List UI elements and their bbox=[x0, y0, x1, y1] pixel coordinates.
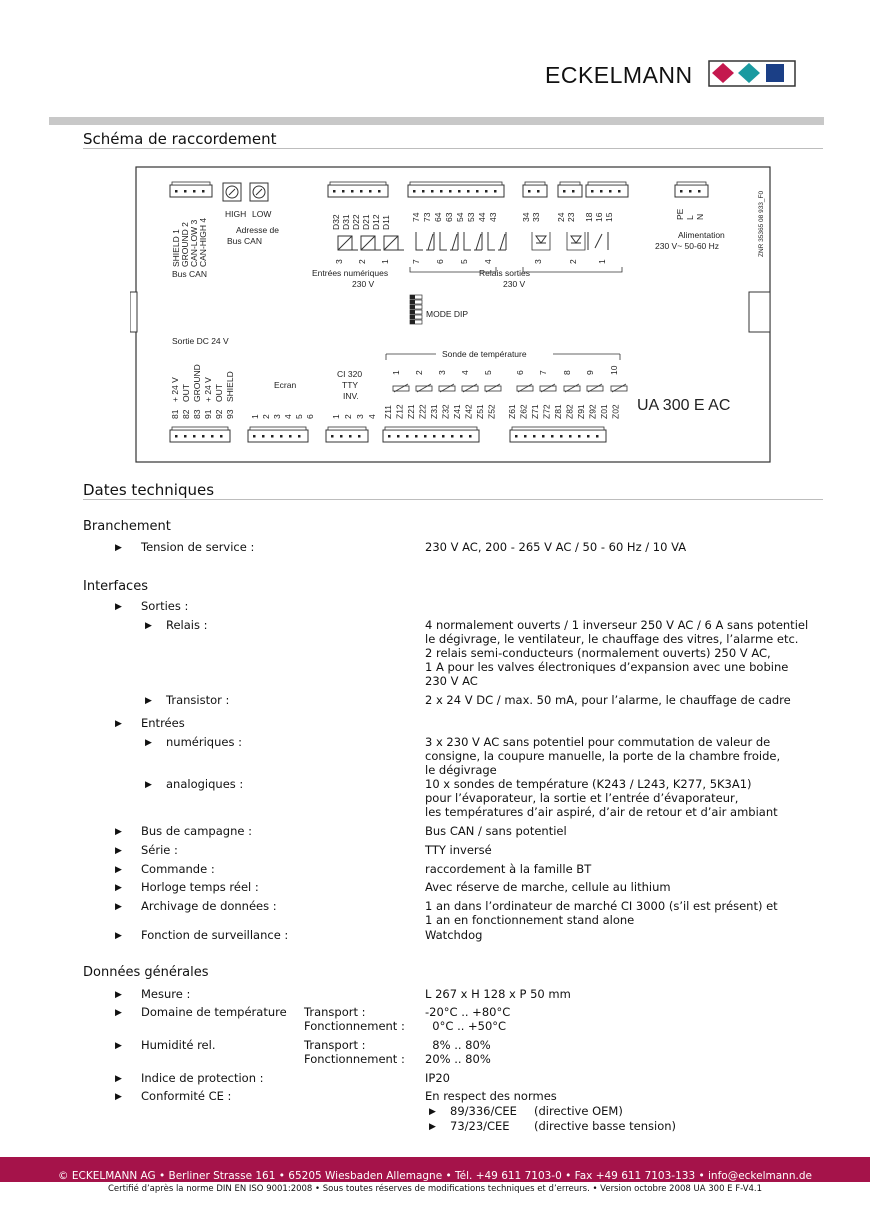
connector-sensors-a-pin bbox=[469, 435, 472, 438]
connector-bus-can-pin bbox=[175, 190, 178, 193]
ssr-terminal-label: 15 bbox=[604, 212, 614, 222]
relay-terminal-label: 53 bbox=[466, 212, 476, 222]
connector-sensors-b-pin bbox=[524, 435, 527, 438]
surveillance-label: Fonction de surveillance : bbox=[141, 928, 289, 942]
connector-digital-inputs-pin bbox=[360, 190, 363, 193]
znr-label: ZNR 35365 08 933_F0 bbox=[758, 190, 765, 257]
ssr-number: 1 bbox=[597, 259, 607, 264]
connector-relays-pin bbox=[476, 190, 479, 193]
ecran-terminal-number: 6 bbox=[305, 414, 315, 419]
connector-sensors-b-pin bbox=[578, 435, 581, 438]
digital-input-number: 3 bbox=[334, 259, 344, 264]
sensor-resistor-icon bbox=[517, 386, 533, 391]
connector-ci-pin bbox=[331, 435, 334, 438]
mesure-value: L 267 x H 128 x P 50 mm bbox=[425, 987, 571, 1001]
bus-can-terminal-label: CAN-HIGH 4 bbox=[198, 217, 208, 267]
connector-sensors-b-pin bbox=[551, 435, 554, 438]
temp-sub-transport: Transport : bbox=[304, 1005, 366, 1019]
relay-number: 6 bbox=[435, 259, 445, 264]
relay-number: 7 bbox=[411, 259, 421, 264]
sensor-number: 7 bbox=[538, 370, 548, 375]
bus-can-terminal-label: GROUND 2 bbox=[180, 222, 190, 267]
bus-can-label: Bus CAN bbox=[172, 269, 207, 279]
archivage-label: Archivage de données : bbox=[141, 899, 277, 913]
temp-val-transport: -20°C .. +80°C bbox=[425, 1005, 511, 1019]
bullet-icon: ▶ bbox=[115, 1074, 122, 1084]
connector-relay1-pin bbox=[591, 190, 594, 193]
bullet-icon: ▶ bbox=[145, 621, 152, 631]
humidite-label: Humidité rel. bbox=[141, 1038, 216, 1052]
connector-sensors-a-pin bbox=[397, 435, 400, 438]
connector-ecran-pin bbox=[271, 435, 274, 438]
bullet-icon: ▶ bbox=[115, 602, 122, 612]
connector-sensors-a-pin bbox=[406, 435, 409, 438]
power-terminal-label: L bbox=[685, 215, 695, 220]
connector-relays-lip bbox=[410, 182, 502, 185]
sensor-terminal-label: Z21 bbox=[406, 404, 416, 419]
ssr-wire bbox=[567, 232, 585, 250]
connector-bus-can-pin bbox=[184, 190, 187, 193]
sensor-resistor-icon bbox=[564, 386, 580, 391]
numeriques-label: numériques : bbox=[166, 735, 242, 749]
commande-label: Commande : bbox=[141, 862, 215, 876]
connector-ci-pin bbox=[358, 435, 361, 438]
hum-sub-transport: Transport : bbox=[304, 1038, 366, 1052]
sensor-terminal-label: Z32 bbox=[440, 404, 451, 419]
bus-can-terminal-label: SHIELD 1 bbox=[171, 229, 181, 267]
connector-relays-pin bbox=[458, 190, 461, 193]
sensor-resistor-icon bbox=[462, 386, 478, 391]
connector-sensors-a-pin bbox=[424, 435, 427, 438]
power-terminal-label: N bbox=[695, 213, 705, 220]
bus-campagne-value: Bus CAN / sans potentiel bbox=[425, 824, 567, 838]
connector-dc-out-pin bbox=[193, 435, 196, 438]
eckelmann-logo-icon bbox=[708, 60, 796, 87]
bullet-icon: ▶ bbox=[115, 990, 122, 1000]
relay-number: 4 bbox=[483, 259, 493, 264]
bullet-icon: ▶ bbox=[145, 738, 152, 748]
numeriques-value: 3 x 230 V AC sans potentiel pour commutation de valeur de consigne, la coupure manuelle, la porte de la chambre froide, le dégivrage bbox=[425, 735, 781, 777]
connector-ecran-pin bbox=[253, 435, 256, 438]
connector-relays-pin bbox=[485, 190, 488, 193]
connector-relay1-lip bbox=[588, 182, 626, 185]
connector-sensors-b-pin bbox=[587, 435, 590, 438]
high-label: HIGH bbox=[225, 209, 247, 219]
bullet-icon: ▶ bbox=[429, 1122, 436, 1132]
dip-switch-lever bbox=[410, 315, 415, 319]
relay-contact-icon bbox=[464, 232, 482, 250]
connector-power-pin bbox=[689, 190, 692, 193]
bullet-icon: ▶ bbox=[115, 1008, 122, 1018]
connector-ci-lip bbox=[328, 427, 366, 430]
dc-terminal-label: OUT bbox=[214, 384, 224, 402]
connector-ecran-pin bbox=[280, 435, 283, 438]
ecran-terminal-number: 2 bbox=[261, 414, 271, 419]
ssr-number: 3 bbox=[533, 259, 543, 264]
connector-bus-can-pin bbox=[202, 190, 205, 193]
connector-sensors-a-pin bbox=[442, 435, 445, 438]
sensor-number: 5 bbox=[483, 370, 493, 375]
dip-switch-lever bbox=[410, 305, 415, 309]
footer-contact: © ECKELMANN AG • Berliner Strasse 161 • 65205 Wiesbaden Allemagne • Tél. +49 611 7103-0 • Fax +49 611 7103-133 • info@eckelmann.de bbox=[58, 1170, 812, 1182]
sensor-number: 9 bbox=[585, 370, 595, 375]
dc-terminal-number: 83 bbox=[192, 409, 202, 419]
connection-diagram bbox=[130, 162, 780, 468]
surveillance-value: Watchdog bbox=[425, 928, 483, 942]
ce-norm-code: 89/336/CEE bbox=[450, 1104, 517, 1118]
connector-digital-inputs-pin bbox=[333, 190, 336, 193]
connector-sensors-b-lip bbox=[512, 427, 604, 430]
relais-value: 4 normalement ouverts / 1 inverseur 250 V AC / 6 A sans potentiel le dégivrage, le ventilateur, le chauffage des vitres, l’alarme etc. 2 relais semi-conducteurs (normalement ouverts) 250 V AC, 1 A pour les valves électroniques d’expansion avec une bobine 230 V AC bbox=[425, 618, 809, 688]
sensor-terminal-label: Z92 bbox=[587, 404, 598, 419]
adresse-label: Bus CAN bbox=[227, 236, 262, 246]
ce-norm-code: 73/23/CEE bbox=[450, 1119, 510, 1133]
digital-terminal-label: D32 bbox=[331, 214, 341, 230]
ssr-triac-icon bbox=[536, 236, 546, 243]
ci-terminal-number: 3 bbox=[355, 414, 365, 419]
entrees-label: Entrées bbox=[141, 716, 185, 730]
relay-terminal-label: 73 bbox=[422, 212, 432, 222]
connector-dc-out-pin bbox=[220, 435, 223, 438]
sensor-number: 2 bbox=[414, 370, 424, 375]
mode-dip-label: MODE DIP bbox=[426, 309, 469, 319]
connector-relays-pin bbox=[494, 190, 497, 193]
connector-power-pin bbox=[680, 190, 683, 193]
connector-relays-pin bbox=[431, 190, 434, 193]
ecran-terminal-number: 3 bbox=[272, 414, 282, 419]
dc-terminal-label: SHIELD bbox=[225, 371, 235, 402]
sensor-resistor-icon bbox=[485, 386, 501, 391]
relay-changeover-icon bbox=[588, 232, 608, 250]
connector-sensors-b-pin bbox=[542, 435, 545, 438]
bullet-icon: ▶ bbox=[145, 780, 152, 790]
ce-value: En respect des normes bbox=[425, 1089, 557, 1103]
ssr-number: 2 bbox=[568, 259, 578, 264]
serie-value: TTY inversé bbox=[425, 843, 492, 857]
sensor-resistor-icon bbox=[439, 386, 455, 391]
dc-terminal-number: 91 bbox=[203, 409, 213, 419]
sorties-label: Sorties : bbox=[141, 599, 189, 613]
ci-label: INV. bbox=[343, 391, 359, 401]
bullet-icon: ▶ bbox=[115, 1092, 122, 1102]
sensor-resistor-icon bbox=[416, 386, 432, 391]
ecran-terminal-number: 4 bbox=[283, 414, 293, 419]
bullet-icon: ▶ bbox=[115, 883, 122, 893]
ecran-terminal-number: 1 bbox=[250, 414, 260, 419]
digital-terminal-label: D31 bbox=[341, 214, 351, 230]
relay-number: 5 bbox=[459, 259, 469, 264]
bus-can-terminal-label: CAN-LOW 3 bbox=[189, 219, 199, 267]
sensor-number: 8 bbox=[562, 370, 572, 375]
logo-text: ECKELMANN bbox=[545, 62, 693, 88]
connector-ssr3-pin bbox=[528, 190, 531, 193]
connector-dc-out-lip bbox=[172, 427, 228, 430]
relay-terminal-label: 43 bbox=[488, 212, 498, 222]
connector-relays-pin bbox=[449, 190, 452, 193]
relay-terminal-label: 44 bbox=[477, 212, 487, 222]
alimentation-label: Alimentation bbox=[678, 230, 725, 240]
temp-val-fonctionnement: 0°C .. +50°C bbox=[425, 1019, 507, 1033]
dc-terminal-number: 92 bbox=[214, 409, 224, 419]
section-title-schema: Schéma de raccordement bbox=[83, 130, 277, 148]
dc-terminal-label: + 24 V bbox=[203, 377, 213, 402]
connector-ssr3 bbox=[523, 185, 547, 197]
dc-terminal-label: + 24 V bbox=[170, 377, 180, 402]
bullet-icon: ▶ bbox=[115, 931, 122, 941]
dip-switch-lever bbox=[410, 310, 415, 314]
connector-bus-can-lip bbox=[172, 182, 210, 185]
sensor-terminal-label: Z71 bbox=[530, 404, 540, 419]
digital-input-number: 1 bbox=[380, 259, 390, 264]
connector-digital-inputs-pin bbox=[369, 190, 372, 193]
connector-sensors-a-lip bbox=[385, 427, 477, 430]
tension-label: Tension de service : bbox=[141, 540, 255, 554]
sensor-number: 6 bbox=[515, 370, 525, 375]
connector-dc-out-pin bbox=[202, 435, 205, 438]
model-label: UA 300 E AC bbox=[637, 397, 731, 414]
relais-label: 230 V bbox=[503, 279, 526, 289]
temp-label: Domaine de température bbox=[141, 1005, 287, 1019]
dip-switch-lever bbox=[410, 300, 415, 304]
transistor-value: 2 x 24 V DC / max. 50 mA, pour l’alarme, le chauffage de cadre bbox=[425, 693, 791, 707]
relais-label: Relais sorties bbox=[479, 268, 531, 278]
ssr-triac-icon bbox=[571, 236, 581, 243]
power-terminal-label: PE bbox=[675, 208, 685, 220]
connector-relays-pin bbox=[422, 190, 425, 193]
sensor-number: 3 bbox=[437, 370, 447, 375]
bus-campagne-label: Bus de campagne : bbox=[141, 824, 252, 838]
connector-dc-out-pin bbox=[184, 435, 187, 438]
digital-terminal-label: D21 bbox=[361, 214, 371, 230]
ssr-terminal-label: 24 bbox=[556, 212, 566, 222]
connector-ecran-pin bbox=[262, 435, 265, 438]
sensor-terminal-label: Z91 bbox=[576, 404, 586, 419]
dc-terminal-number: 93 bbox=[225, 409, 235, 419]
connector-ssr2-lip bbox=[560, 182, 580, 185]
entrees-label: Entrées numériques bbox=[312, 268, 389, 278]
temp-sub-fonctionnement: Fonctionnement : bbox=[304, 1019, 405, 1033]
connector-digital-inputs-pin bbox=[342, 190, 345, 193]
connector-relays-pin bbox=[413, 190, 416, 193]
sensor-resistor-icon bbox=[611, 386, 627, 391]
connector-sensors-b-pin bbox=[515, 435, 518, 438]
tension-value: 230 V AC, 200 - 265 V AC / 50 - 60 Hz / 10 VA bbox=[425, 540, 687, 554]
ci-terminal-number: 4 bbox=[367, 414, 377, 419]
ip-label: Indice de protection : bbox=[141, 1071, 264, 1085]
mesure-label: Mesure : bbox=[141, 987, 191, 1001]
ssr-terminal-label: 23 bbox=[566, 212, 576, 222]
connector-ssr3-lip bbox=[525, 182, 545, 185]
connector-relays-pin bbox=[467, 190, 470, 193]
sensor-terminal-label: Z52 bbox=[486, 404, 497, 419]
connector-sensors-b-pin bbox=[560, 435, 563, 438]
ip-value: IP20 bbox=[425, 1071, 450, 1085]
sensor-terminal-label: Z61 bbox=[507, 404, 517, 419]
connector-power-pin bbox=[698, 190, 701, 193]
hum-val-transport: 8% .. 80% bbox=[425, 1038, 491, 1052]
ssr-terminal-label: 33 bbox=[531, 212, 541, 222]
dc-terminal-label: OUT bbox=[181, 384, 191, 402]
ssr-terminal-label: 18 bbox=[584, 212, 594, 222]
connector-relay1-pin bbox=[618, 190, 621, 193]
sensor-number: 1 bbox=[391, 370, 401, 375]
connector-ecran-pin bbox=[298, 435, 301, 438]
connector-digital-inputs-pin bbox=[351, 190, 354, 193]
dip-switch-lever bbox=[410, 320, 415, 324]
ssr-wire bbox=[532, 232, 550, 250]
horloge-label: Horloge temps réel : bbox=[141, 880, 259, 894]
connector-sensors-b-pin bbox=[596, 435, 599, 438]
connector-relay1-pin bbox=[600, 190, 603, 193]
ssr-terminal-label: 16 bbox=[594, 212, 604, 222]
connector-sensors-a-pin bbox=[433, 435, 436, 438]
bullet-icon: ▶ bbox=[115, 543, 122, 553]
section-rule bbox=[83, 499, 823, 500]
sensor-terminal-label: Z01 bbox=[599, 404, 609, 419]
top-bar bbox=[49, 117, 824, 125]
sensor-terminal-label: Z51 bbox=[475, 404, 485, 419]
ce-norm-desc: (directive OEM) bbox=[534, 1104, 623, 1118]
dc-terminal-number: 82 bbox=[181, 409, 191, 419]
section-title-dates: Dates techniques bbox=[83, 481, 215, 499]
transistor-label: Transistor : bbox=[166, 693, 230, 707]
analogiques-label: analogiques : bbox=[166, 777, 244, 791]
analogiques-value: 10 x sondes de température (K243 / L243, K277, 5K3A1) pour l’évaporateur, la sortie et l’entrée d’évaporateur, les températures d’air aspiré, d’air de retour et d’air ambiant bbox=[425, 777, 778, 819]
entrees-label: 230 V bbox=[352, 279, 375, 289]
sensor-terminal-label: Z81 bbox=[553, 404, 563, 419]
sensor-terminal-label: Z82 bbox=[564, 404, 575, 419]
bullet-icon: ▶ bbox=[115, 846, 122, 856]
connector-sensors-b-pin bbox=[569, 435, 572, 438]
sensor-number: 10 bbox=[609, 365, 619, 375]
section-rule bbox=[83, 148, 823, 149]
sensor-terminal-label: Z22 bbox=[417, 404, 428, 419]
connector-sensors-a-pin bbox=[415, 435, 418, 438]
sensor-terminal-label: Z12 bbox=[394, 404, 405, 419]
digital-terminal-label: D12 bbox=[371, 214, 381, 230]
connector-relays-pin bbox=[440, 190, 443, 193]
digital-terminal-label: D22 bbox=[351, 214, 361, 230]
ssr-terminal-label: 34 bbox=[521, 212, 531, 222]
archivage-value: 1 an dans l’ordinateur de marché CI 3000 (s’il est présent) et 1 an en fonctionnement stand alone bbox=[425, 899, 778, 927]
hum-val-fonctionnement: 20% .. 80% bbox=[425, 1052, 491, 1066]
ci-label: TTY bbox=[342, 380, 359, 390]
sensor-terminal-label: Z62 bbox=[518, 404, 529, 419]
sensor-terminal-label: Z11 bbox=[383, 404, 393, 419]
sensor-terminal-label: Z72 bbox=[541, 404, 552, 419]
bullet-icon: ▶ bbox=[429, 1107, 436, 1117]
sensor-resistor-icon bbox=[587, 386, 603, 391]
hum-sub-fonctionnement: Fonctionnement : bbox=[304, 1052, 405, 1066]
connector-sensors-a-pin bbox=[451, 435, 454, 438]
connector-dc-out-pin bbox=[175, 435, 178, 438]
relay-terminal-label: 63 bbox=[444, 212, 454, 222]
bullet-icon: ▶ bbox=[115, 1041, 122, 1051]
connector-bus-can-pin bbox=[193, 190, 196, 193]
sensor-terminal-label: Z31 bbox=[429, 404, 439, 419]
commande-value: raccordement à la famille BT bbox=[425, 862, 592, 876]
sensor-terminal-label: Z41 bbox=[452, 404, 462, 419]
adresse-label: Adresse de bbox=[236, 225, 279, 235]
relay-terminal-label: 54 bbox=[455, 212, 465, 222]
ci-terminal-number: 2 bbox=[343, 414, 353, 419]
bullet-icon: ▶ bbox=[115, 865, 122, 875]
sensor-terminal-label: Z42 bbox=[463, 404, 474, 419]
relay-contact-icon bbox=[416, 232, 434, 250]
sensor-terminal-label: Z02 bbox=[610, 404, 621, 419]
ce-label: Conformité CE : bbox=[141, 1089, 232, 1103]
connector-sensors-b-pin bbox=[533, 435, 536, 438]
relay-terminal-label: 64 bbox=[433, 212, 443, 222]
connector-sensors-a-pin bbox=[460, 435, 463, 438]
connector-ssr2-pin bbox=[563, 190, 566, 193]
alimentation-label: 230 V~ 50-60 Hz bbox=[655, 241, 720, 251]
connector-ssr3-pin bbox=[537, 190, 540, 193]
relay-contact-icon bbox=[440, 232, 458, 250]
relais-label: Relais : bbox=[166, 618, 208, 632]
ci-terminal-number: 1 bbox=[331, 414, 341, 419]
sonde-label: Sonde de température bbox=[442, 349, 527, 359]
dc-terminal-number: 81 bbox=[170, 409, 180, 419]
ci-label: CI 320 bbox=[337, 369, 363, 379]
interfaces-title: Interfaces bbox=[83, 579, 148, 594]
ecran-label: Ecran bbox=[274, 380, 297, 390]
general-title: Données générales bbox=[83, 965, 209, 980]
bullet-icon: ▶ bbox=[115, 902, 122, 912]
sensor-number: 4 bbox=[460, 370, 470, 375]
connector-relay1-pin bbox=[609, 190, 612, 193]
relay-contact-icon bbox=[488, 232, 506, 250]
horloge-value: Avec réserve de marche, cellule au lithium bbox=[425, 880, 671, 894]
connector-ecran-pin bbox=[289, 435, 292, 438]
connector-ecran-lip bbox=[250, 427, 306, 430]
bullet-icon: ▶ bbox=[115, 827, 122, 837]
connector-power-lip bbox=[677, 182, 706, 185]
serie-label: Série : bbox=[141, 843, 178, 857]
connector-ci-pin bbox=[340, 435, 343, 438]
sensor-resistor-icon bbox=[393, 386, 409, 391]
footer-legal: Certifié d’après la norme DIN EN ISO 9001:2008 • Sous toutes réserves de modifications techniques et d’erreurs. • Version octobre 2008 UA 300 E F-V4.1 bbox=[107, 1184, 763, 1194]
connector-ssr2 bbox=[558, 185, 582, 197]
connector-digital-inputs-pin bbox=[378, 190, 381, 193]
sensor-resistor-icon bbox=[540, 386, 556, 391]
dc-terminal-label: GROUND bbox=[192, 364, 202, 402]
ssr-bracket bbox=[523, 267, 622, 272]
connector-sensors-a-pin bbox=[388, 435, 391, 438]
bullet-icon: ▶ bbox=[145, 696, 152, 706]
dip-switch-lever bbox=[410, 295, 415, 299]
connector-ci-pin bbox=[349, 435, 352, 438]
sortie-dc-label: Sortie DC 24 V bbox=[172, 336, 229, 346]
digital-terminal-label: D11 bbox=[381, 215, 391, 230]
connector-ssr2-pin bbox=[572, 190, 575, 193]
digital-input-number: 2 bbox=[357, 259, 367, 264]
relay-terminal-label: 74 bbox=[411, 212, 421, 222]
bullet-icon: ▶ bbox=[115, 719, 122, 729]
ecran-terminal-number: 5 bbox=[294, 414, 304, 419]
low-label: LOW bbox=[252, 209, 272, 219]
ce-norm-desc: (directive basse tension) bbox=[534, 1119, 677, 1133]
connector-dc-out-pin bbox=[211, 435, 214, 438]
branchement-title: Branchement bbox=[83, 519, 171, 534]
connector-digital-inputs-lip bbox=[330, 182, 386, 185]
